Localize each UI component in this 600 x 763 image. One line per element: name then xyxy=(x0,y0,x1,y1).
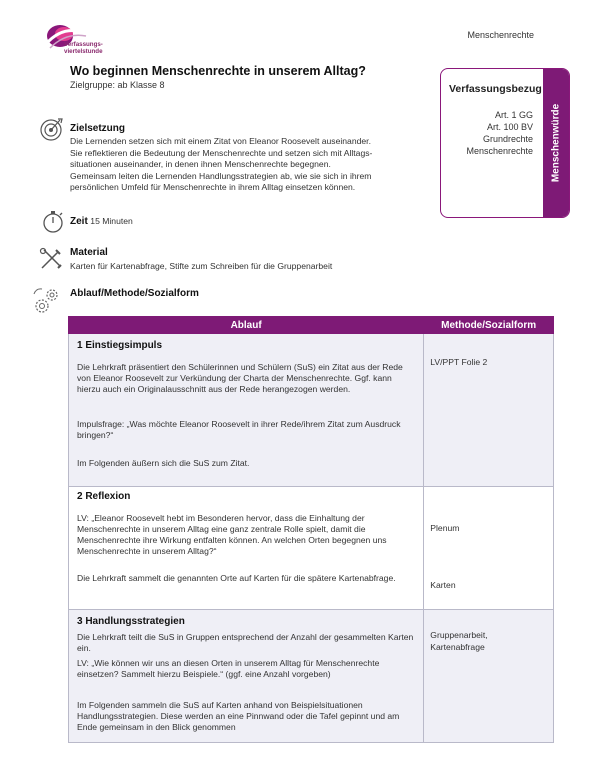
verfassungsbezug-line: Art. 100 BV xyxy=(486,122,533,132)
zielsetzung-line: Sie reflektieren die Bedeutung der Menschenrechte und setzen sich mit Alltags- xyxy=(70,147,373,158)
row-text: Im Folgenden sammeln die SuS auf Karten anhand von Beispielsituationen Handlungsstrategien. Diese werden an eine Pinnwand oder die Tafel gepinnt und am Ende gemeinsam in den Blick genommen xyxy=(77,700,400,732)
zielsetzung-line: situationen auseinander, in denen ihnen Menschenrechte begegnen. xyxy=(70,159,331,169)
zeit-row xyxy=(70,216,133,228)
row-title: 3 Handlungsstrategien xyxy=(77,616,185,627)
methode-text: Gruppenarbeit, xyxy=(430,630,488,640)
page-subtitle: Zielgruppe: ab Klasse 8 xyxy=(70,80,165,90)
methode-text: Plenum xyxy=(430,523,460,533)
verfassungsbezug-line: Art. 1 GG xyxy=(494,110,533,120)
stopwatch-icon xyxy=(40,208,66,234)
methode-cell xyxy=(424,334,554,487)
methode-cell xyxy=(424,610,554,743)
row-title: 1 Einstiegsimpuls xyxy=(77,340,163,351)
zielsetzung-line: persönlichen Umfeld für Menschenrechte in ihrem Alltag einsetzen können. xyxy=(70,182,356,192)
row-text: Die Lehrkraft präsentiert den Schülerinnen und Schülern (SuS) ein Zitat aus der Rede von Eleanor Roosevelt zur Verkündung der Charta der Menschenrechte. Ggf. kann hierzu auch ein Originalausschnitt aus der Rede herangezogen werden. xyxy=(77,362,403,394)
zielsetzung-line: Die Lernenden setzen sich mit einem Zitat von Eleanor Roosevelt auseinander. xyxy=(70,136,371,146)
methode-text: LV/PPT Folie 2 xyxy=(430,357,488,367)
ablauf-cell xyxy=(69,487,424,610)
document-topic-label: Menschenrechte xyxy=(467,30,534,40)
verfassungsbezug-box xyxy=(440,68,570,218)
row-text: Die Lehrkraft sammelt die genannten Orte auf Karten für die spätere Kartenabfrage. xyxy=(77,573,396,583)
column-header-ablauf: Ablauf xyxy=(69,317,424,334)
verfassungsbezug-title: Verfassungsbezug xyxy=(449,83,542,95)
menschenwuerde-band xyxy=(543,69,569,217)
ablauf-heading: Ablauf/Methode/Sozialform xyxy=(70,288,199,299)
row-text: Die Lehrkraft teilt die SuS in Gruppen entsprechend der Anzahl der gesammelten Karten ein. xyxy=(77,632,414,653)
verfassungsbezug-line: Menschenrechte xyxy=(466,146,533,156)
gears-icon xyxy=(32,286,62,316)
ablauf-cell xyxy=(69,610,424,743)
zielsetzung-line: Gemeinsam leiten die Lernenden Handlungsstrategien ab, wie sie sich in ihrem xyxy=(70,170,372,181)
material-heading: Material xyxy=(70,247,108,258)
methode-cell xyxy=(424,487,554,610)
material-text: Karten für Kartenabfrage, Stifte zum Schreiben für die Gruppenarbeit xyxy=(70,261,333,271)
row-text: LV: „Eleanor Roosevelt hebt im Besonderen hervor, dass die Einhaltung der Menschenrechte in unserem Alltag eine ganz zentrale Rolle spielt, damit die Menschenrechte ihre Wirkung entfalten können. An welchen Orten begegnen uns Menschenrechte in unserem Alltag?“ xyxy=(77,513,387,556)
table-header-row xyxy=(69,317,554,334)
zielsetzung-heading: Zielsetzung xyxy=(70,123,126,134)
ablauf-table xyxy=(68,316,554,743)
page-title: Wo beginnen Menschenrechte in unserem Alltag? xyxy=(70,64,366,78)
logo xyxy=(42,22,132,58)
zielsetzung-text xyxy=(70,136,440,194)
verfassungsbezug-list xyxy=(466,109,533,157)
row-text: Im Folgenden äußern sich die SuS zum Zitat. xyxy=(77,458,250,468)
zeit-heading: Zeit xyxy=(70,216,88,227)
table-row xyxy=(69,334,554,487)
table-row xyxy=(69,610,554,743)
target-icon xyxy=(38,116,64,142)
row-text: LV: „Wie können wir uns an diesen Orten in unserem Alltag für Menschenrechte einsetzen? Sammelt hierzu Beispiele.“ (ggf. eine Anzahl vorgeben) xyxy=(77,658,380,679)
methode-text: Karten xyxy=(430,580,456,590)
logo-text: Verfassungs- viertelstunde xyxy=(64,41,103,55)
table-row xyxy=(69,487,554,610)
tools-icon xyxy=(38,246,64,272)
column-header-methode: Methode/Sozialform xyxy=(424,317,554,334)
verfassungsbezug-line: Grundrechte xyxy=(482,134,533,144)
menschenwuerde-label: Menschenwürde xyxy=(550,103,562,183)
methode-text: Kartenabfrage xyxy=(430,642,485,652)
row-text: Impulsfrage: „Was möchte Eleanor Roosevelt in ihrer Rede/ihrem Zitat zum Ausdruck bringen?“ xyxy=(77,419,401,440)
zeit-value: 15 Minuten xyxy=(90,216,133,226)
row-title: 2 Reflexion xyxy=(77,491,131,502)
ablauf-cell xyxy=(69,334,424,487)
